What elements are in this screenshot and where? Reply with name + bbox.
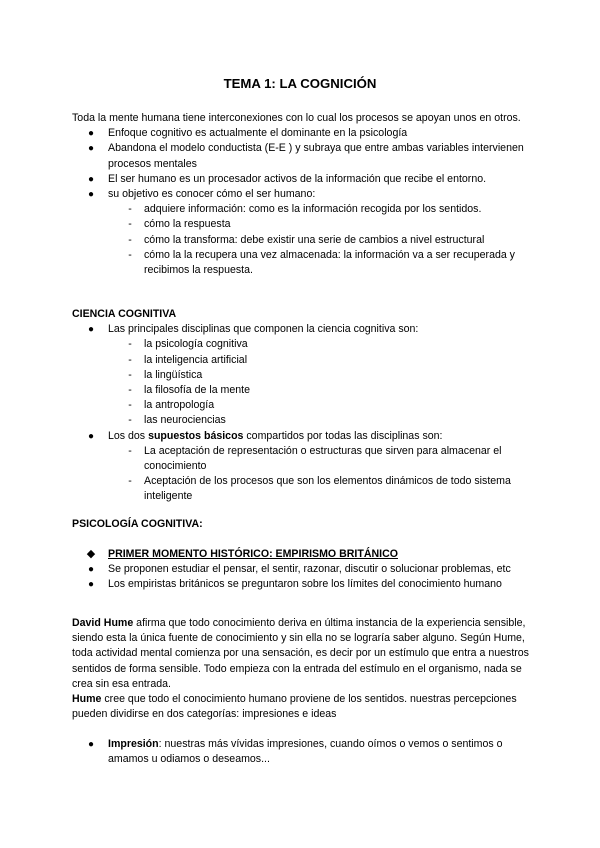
bold-text: supuestos básicos	[148, 429, 244, 442]
paragraph-text: afirma que todo conocimiento deriva en última instancia de la experiencia sensible, siendo esta la única fuente de conocimiento y sin ella no se lograría saber alguno. Según Hume, toda actividad mental comienza por una sensación, es decir por un estímulo que entra a nuestros sentidos de forma sensible. Todo empieza con la entrada del estímulo en el organismo, nada se crea sin esa entrada.	[72, 617, 529, 690]
bullet-icon: ●	[87, 324, 95, 336]
list-item-text: Los dos	[108, 429, 149, 442]
sub-list-item	[108, 202, 532, 217]
dash-icon: -	[128, 233, 132, 246]
impresion-list	[72, 737, 532, 767]
psicologia-cognitiva-section	[72, 517, 532, 532]
dash-icon: -	[128, 444, 132, 457]
dash-icon: -	[128, 338, 132, 351]
sub-item-text: la inteligencia artificial	[144, 353, 248, 366]
bold-text: Impresión	[108, 738, 159, 750]
sub-list-item	[108, 353, 532, 368]
section-heading: CIENCIA COGNITIVA	[72, 308, 177, 320]
list-item	[72, 562, 532, 577]
dash-icon: -	[128, 248, 132, 261]
sub-list-item	[108, 217, 532, 232]
sub-item-text: la antropología	[144, 399, 215, 412]
dash-icon: -	[128, 353, 132, 366]
impresion-section	[72, 737, 532, 767]
dash-icon: -	[128, 399, 132, 412]
list-item-text: compartidos por todas las disciplinas son:	[243, 429, 443, 442]
ciencia-cognitiva-section	[72, 307, 532, 505]
list-item	[72, 737, 532, 767]
list-item-text: Las principales disciplinas que componen la ciencia cognitiva son:	[108, 323, 419, 336]
list-item-text: su objetivo es conocer cómo el ser humano:	[108, 188, 316, 201]
sub-item-text: cómo la transforma: debe existir una serie de cambios a nivel estructural	[144, 233, 485, 246]
list-item	[72, 322, 532, 428]
sub-item-text: la psicología cognitiva	[144, 338, 248, 351]
dash-icon: -	[128, 414, 132, 427]
sub-item-text: la lingüística	[144, 368, 203, 381]
sub-item-text: cómo la la recupera una vez almacenada: la información va a ser recuperada y recibimos la respuesta.	[144, 248, 515, 277]
disciplines-list	[108, 337, 532, 428]
sub-list-item	[108, 337, 532, 352]
historical-moment-section	[72, 547, 532, 593]
dash-icon: -	[128, 368, 132, 381]
sub-list-item	[108, 248, 532, 278]
dash-icon: -	[128, 218, 132, 231]
intro-bullet-list	[72, 126, 532, 278]
list-item	[72, 172, 532, 187]
list-item-text: El ser humano es un procesador activos de la información que recibe el entorno.	[108, 172, 487, 185]
hume-section	[72, 616, 532, 722]
moment-heading-item	[72, 547, 532, 562]
assumptions-list	[108, 444, 532, 505]
bold-text: Hume	[72, 693, 102, 706]
bullet-icon: ●	[87, 579, 95, 591]
bold-text: David Hume	[72, 617, 134, 629]
sub-item-text: La aceptación de representación o estructuras que sirven para almacenar el conocimiento	[144, 444, 502, 473]
dash-icon: -	[128, 475, 132, 488]
sub-item-text: cómo la respuesta	[144, 218, 231, 231]
list-item	[72, 187, 532, 278]
sub-item-text: Aceptación de los procesos que son los elementos dinámicos de todo sistema inteligente	[144, 475, 511, 503]
bullet-icon: ●	[87, 739, 95, 750]
sub-list-item	[108, 444, 532, 474]
list-item	[72, 141, 532, 171]
moment-list	[72, 547, 532, 593]
page-title: TEMA 1: LA COGNICIÓN	[223, 76, 377, 91]
dash-icon: -	[128, 203, 132, 216]
hume-paragraph-1	[72, 616, 532, 692]
intro-section	[72, 111, 532, 278]
diamond-bullet-icon: ◆	[86, 548, 96, 560]
bullet-icon: ●	[87, 143, 95, 155]
sub-list-item	[108, 233, 532, 248]
list-item	[72, 126, 532, 141]
list-item-text: Los empiristas británicos se preguntaron sobre los límites del conocimiento humano	[108, 578, 502, 591]
bullet-icon: ●	[87, 430, 95, 442]
list-item-text: Enfoque cognitivo es actualmente el dominante en la psicología	[108, 127, 408, 140]
dash-icon: -	[128, 384, 132, 397]
sub-list-item	[108, 383, 532, 398]
intro-sub-list	[108, 202, 532, 278]
list-item-text: Abandona el modelo conductista (E-E ) y subraya que entre ambas variables intervienen procesos mentales	[108, 142, 524, 170]
bullet-icon: ●	[87, 128, 95, 140]
intro-paragraph: Toda la mente humana tiene interconexiones con lo cual los procesos se apoyan unos en otros.	[72, 112, 521, 124]
sub-list-item	[108, 368, 532, 383]
bullet-icon: ●	[87, 173, 95, 185]
list-item	[72, 429, 532, 505]
sub-list-item	[108, 474, 532, 504]
list-item-text: Se proponen estudiar el pensar, el sentir, razonar, discutir o solucionar problemas, etc	[108, 563, 511, 576]
list-item-text: : nuestras más vívidas impresiones, cuando oímos o vemos o sentimos o amamos u odiamos o deseamos...	[108, 738, 503, 766]
paragraph-text: cree que todo el conocimiento humano proviene de los sentidos. nuestras percepciones pueden dividirse en dos categorías: impresiones e ideas	[72, 693, 517, 721]
sub-item-text: las neurociencias	[144, 414, 226, 427]
section-heading: PSICOLOGÍA COGNITIVA:	[72, 518, 203, 530]
bullet-icon: ●	[87, 189, 95, 201]
sub-list-item	[108, 413, 532, 428]
list-item	[72, 577, 532, 592]
sub-list-item	[108, 398, 532, 413]
moment-heading: PRIMER MOMENTO HISTÓRICO: EMPIRISMO BRITÁNICO	[108, 548, 398, 560]
cc-bullet-list	[72, 322, 532, 504]
sub-item-text: la filosofía de la mente	[144, 384, 250, 397]
hume-paragraph-2	[72, 692, 532, 722]
sub-item-text: adquiere información: como es la información recogida por los sentidos.	[144, 203, 482, 216]
bullet-icon: ●	[87, 564, 95, 576]
